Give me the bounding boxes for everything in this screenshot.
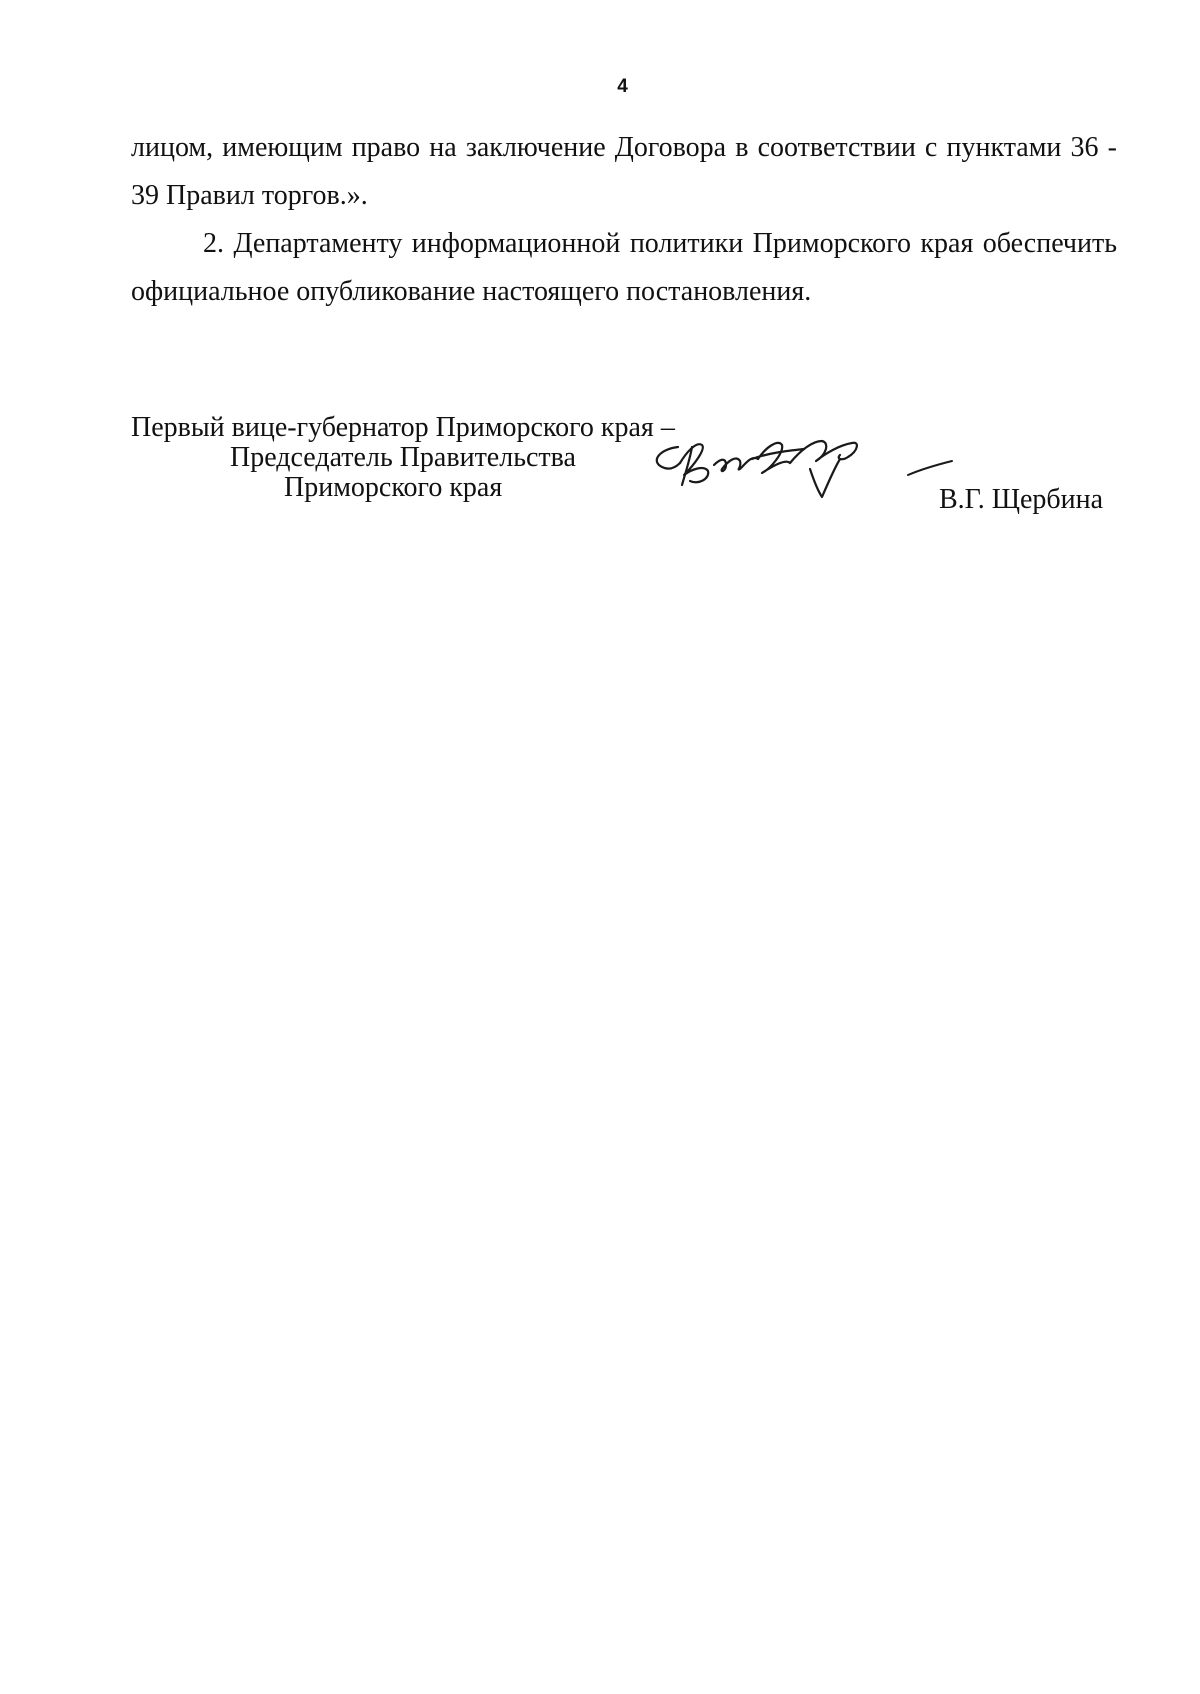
- signatory-title-line-1: Первый вице-губернатор Приморского края –: [131, 412, 675, 443]
- paragraph-item-2: 2. Департаменту информационной политики Приморского края обеспечить официальное опубликование настоящего постановления.: [131, 228, 1117, 307]
- handwritten-signature-icon: [640, 425, 970, 520]
- signatory-title-line-3: Приморского края: [284, 472, 503, 503]
- signatory-title-line-2: Председатель Правительства: [230, 442, 576, 473]
- page-number: 4: [617, 76, 628, 97]
- signatory-name: В.Г. Щербина: [939, 484, 1104, 515]
- body-text: [131, 124, 1117, 316]
- paragraph-continuation: лицом, имеющим право на заключение Договора в соответствии с пунктами 36 - 39 Правил торгов.».: [131, 132, 1117, 211]
